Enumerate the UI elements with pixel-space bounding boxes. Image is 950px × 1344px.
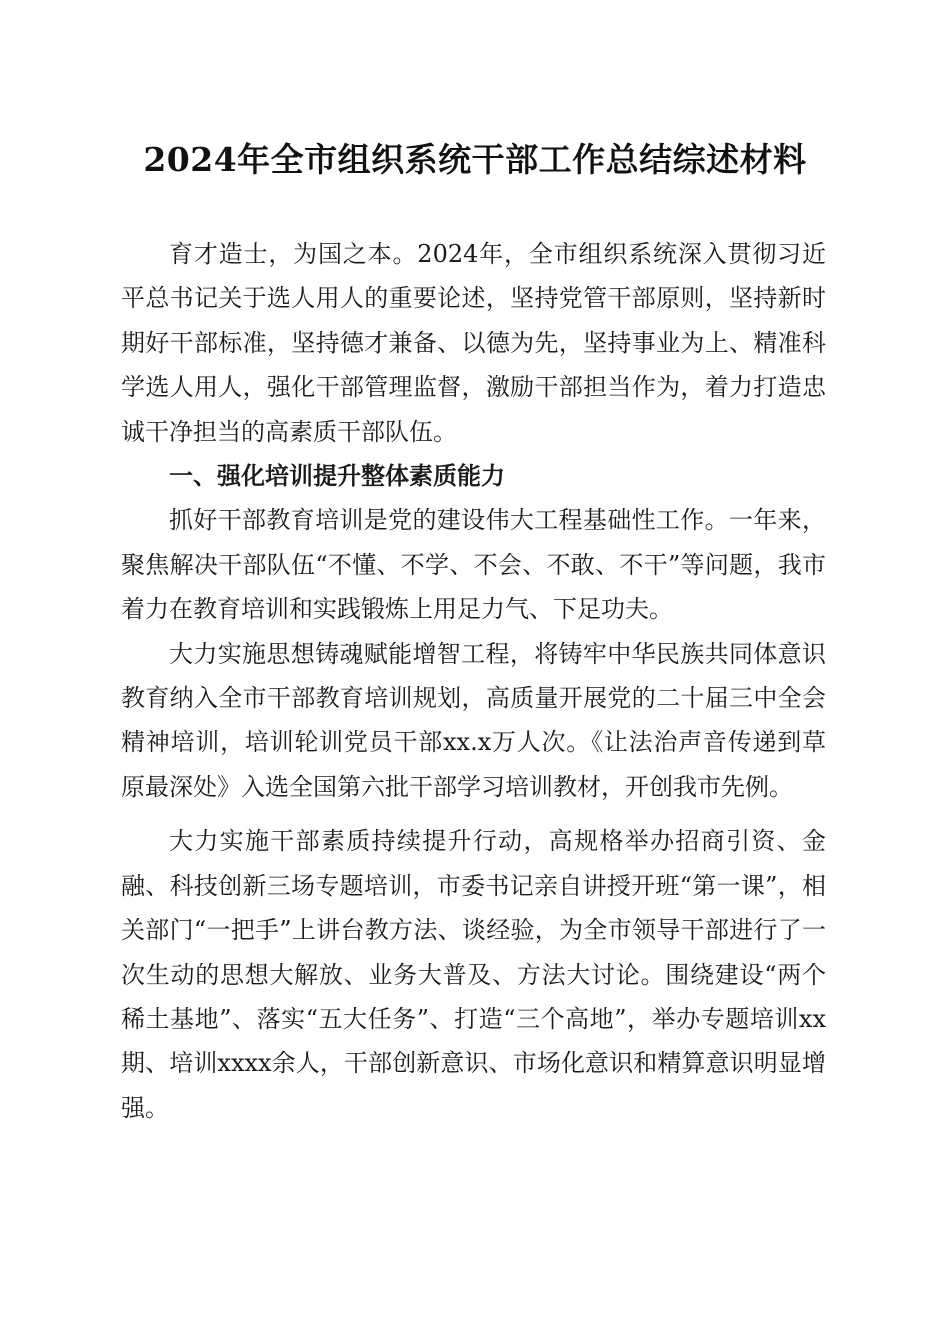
section-heading: 一、强化培训提升整体素质能力	[169, 462, 505, 491]
document-title: 2024年全市组织系统干部工作总结综述材料	[143, 140, 807, 179]
paragraph-intro: 育才造士，为国之本。2024年，全市组织系统深入贯彻习近平总书记关于选人用人的重要论述，坚持党管干部原则，坚持新时期好干部标准，坚持德才兼备、以德为先，坚持事业为上、精准科学选人用人，强化干部管理监督，激励干部担当作为，着力打造忠诚干净担当的高素质干部队伍。	[121, 240, 826, 446]
paragraph: 大力实施干部素质持续提升行动，高规格举办招商引资、金融、科技创新三场专题培训，市委书记亲自讲授开班“第一课”，相关部门“一把手”上讲台教方法、谈经验，为全市领导干部进行了一次生动的思想大解放、业务大普及、方法大讨论。围绕建设“两个稀土基地”、落实“五大任务”、打造“三个高地”，举办专题培训xx期、培训xxxx余人，干部创新意识、市场化意识和精算意识明显增强。	[121, 827, 826, 1122]
paragraph: 抓好干部教育培训是党的建设伟大工程基础性工作。一年来，聚焦解决干部队伍“不懂、不学、不会、不敢、不干”等问题，我市着力在教育培训和实践锻炼上用足力气、下足功夫。	[121, 506, 826, 624]
document-body	[121, 232, 826, 1130]
paragraph: 大力实施思想铸魂赋能增智工程，将铸牢中华民族共同体意识教育纳入全市干部教育培训规划，高质量开展党的二十届三中全会精神培训，培训轮训党员干部xx.x万人次。《让法治声音传递到草原最深处》入选全国第六批干部学习培训教材，开创我市先例。	[121, 639, 826, 801]
